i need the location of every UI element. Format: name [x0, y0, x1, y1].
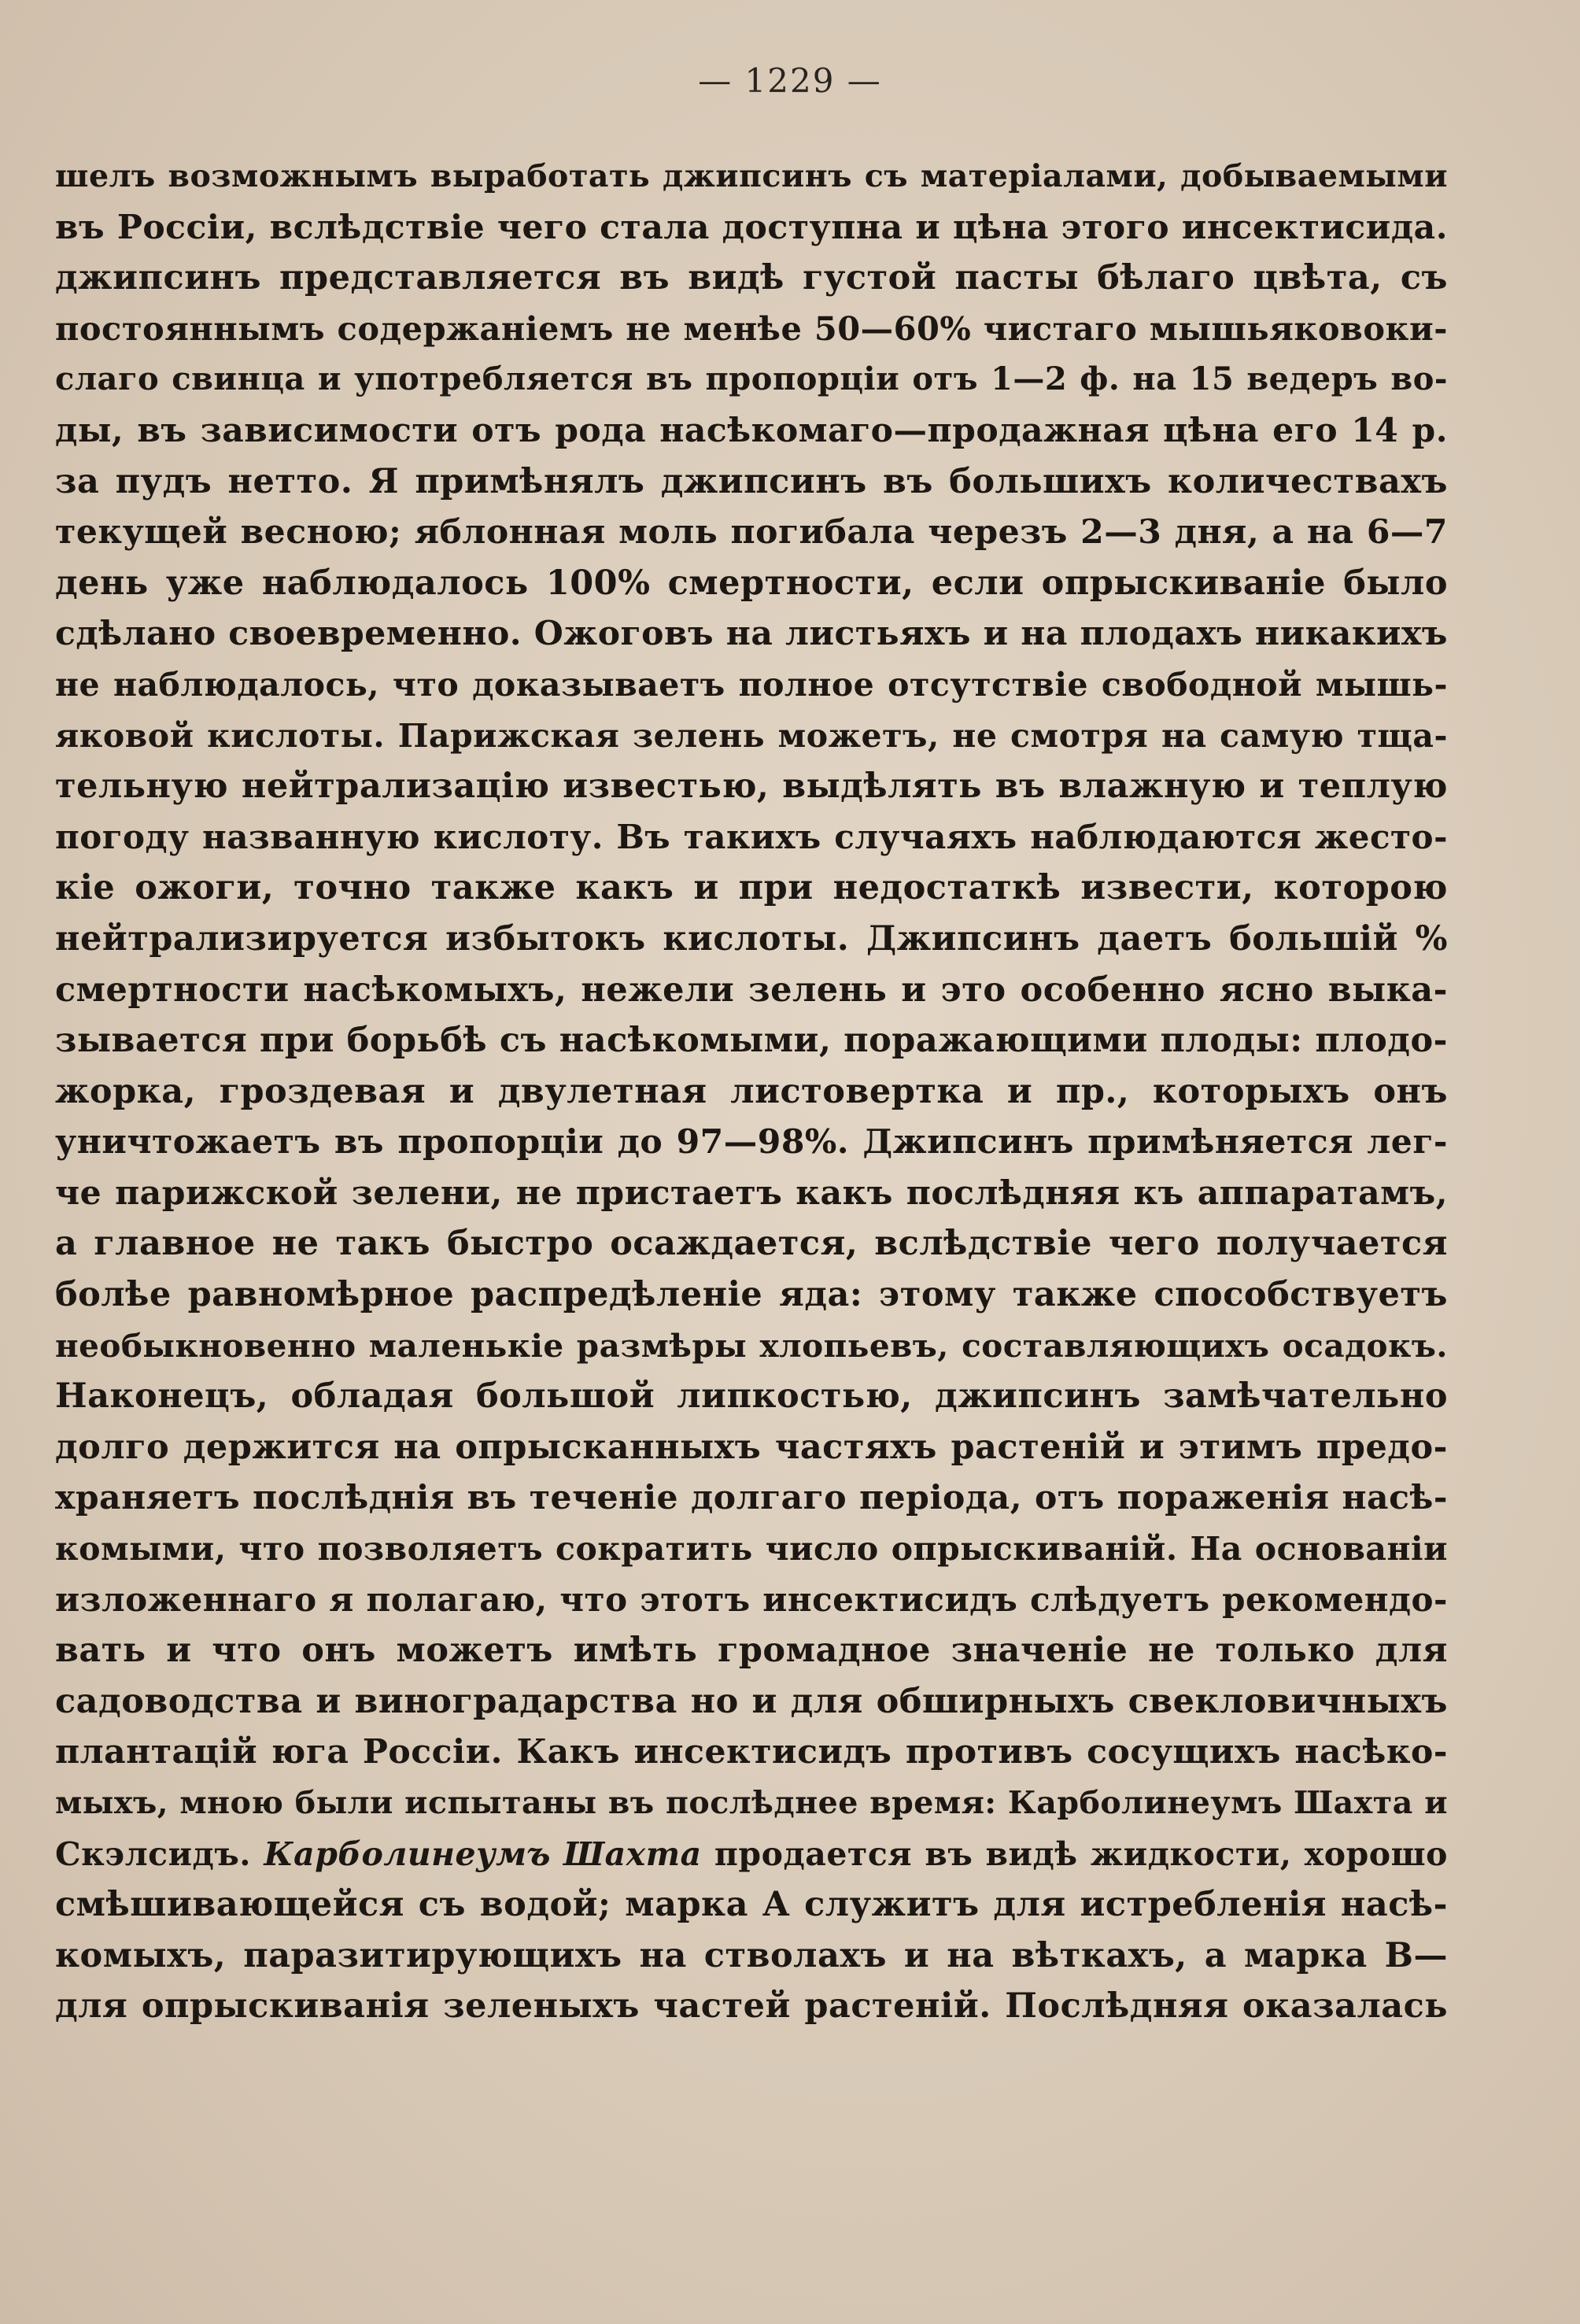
text-line: день уже наблюдалось 100% смертности, если опрыскиваніе было — [55, 563, 1448, 603]
text-line: болѣе равномѣрное распредѣленіе яда: этому также способствуетъ — [55, 1275, 1448, 1315]
text-line: а главное не такъ быстро осаждается, вслѣдствіе чего получается — [55, 1224, 1448, 1264]
text-segment: Скэлсидъ. — [55, 1834, 252, 1873]
text-line: не наблюдалось, что доказываетъ полное отсутствіе свободной мышь- — [55, 665, 1448, 704]
text-line: зывается при борьбѣ съ насѣкомыми, поражающими плоды: плодо- — [55, 1021, 1448, 1061]
text-line: плантацій юга Россіи. Какъ инсектисидъ противъ сосущихъ насѣко- — [55, 1732, 1448, 1772]
text-line: необыкновенно маленькіе размѣры хлопьевъ, составляющихъ осадокъ. — [55, 1326, 1448, 1365]
text-line: вать и что онъ можетъ имѣть громадное значеніе не только для — [55, 1631, 1448, 1671]
text-line: комыми, что позволяетъ сократить число опрыскиваній. На основаніи — [55, 1530, 1448, 1568]
text-line: комыхъ, паразитирующихъ на стволахъ и на вѣткахъ, а марка В— — [55, 1935, 1448, 1975]
text-line: сдѣлано своевременно. Ожоговъ на листьяхъ и на плодахъ никакихъ — [55, 614, 1448, 654]
text-line: джипсинъ представляется въ видѣ густой пасты бѣлаго цвѣта, съ — [55, 258, 1448, 298]
text-line: нейтрализируется избытокъ кислоты. Джипсинъ даетъ большій % — [55, 918, 1448, 959]
text-line: Наконецъ, обладая большой липкостью, джипсинъ замѣчательно — [55, 1376, 1448, 1417]
text-line: садоводства и виноградарства но и для обширныхъ свекловичныхъ — [55, 1681, 1448, 1721]
text-line: мыхъ, мною были испытаны въ послѣднее время: Карболинеумъ Шахта и — [55, 1785, 1448, 1821]
text-line: уничтожаетъ въ пропорціи до 97—98%. Джипсинъ примѣняется лег- — [55, 1122, 1448, 1162]
text-line: яковой кислоты. Парижская зелень можетъ, не смотря на самую тща- — [55, 716, 1448, 755]
text-line: че парижской зелени, не пристаетъ какъ послѣдняя къ аппаратамъ, — [55, 1173, 1448, 1213]
text-line: ды, въ зависимости отъ рода насѣкомаго—продажная цѣна его 14 р. — [55, 410, 1448, 450]
page-number: — 1229 — — [698, 61, 882, 100]
text-line: погоду названную кислоту. Въ такихъ случаяхъ наблюдаются жесто- — [55, 817, 1448, 856]
text-line: въ Россіи, вслѣдствіе чего стала доступна и цѣна этого инсектисида. — [55, 207, 1448, 247]
text-line: смертности насѣкомыхъ, нежели зелень и это особенно ясно выка- — [55, 970, 1448, 1010]
text-line: изложеннаго я полагаю, что этотъ инсектисидъ слѣдуетъ рекомендо- — [55, 1580, 1448, 1619]
text-line: жорка, гроздевая и двулетная листовертка и пр., которыхъ онъ — [55, 1071, 1448, 1111]
text-line: шелъ возможнымъ выработать джипсинъ съ матеріалами, добываемыми — [55, 158, 1448, 194]
text-line: храняетъ послѣднія въ теченіе долгаго періода, отъ пораженія насѣ- — [55, 1478, 1448, 1518]
text-line-with-italic — [55, 1829, 1448, 1880]
text-line: кіе ожоги, точно также какъ и при недостаткѣ извести, которою — [55, 868, 1448, 908]
text-segment: продается въ видѣ жидкости, хорошо — [714, 1834, 1448, 1873]
text-line: постояннымъ содержаніемъ не менѣе 50—60% чистаго мышьяковоки- — [55, 309, 1448, 348]
text-line: для опрыскиванія зеленыхъ частей растеній. Послѣдняя оказалась — [55, 1986, 1448, 2027]
text-line: за пудъ нетто. Я примѣнялъ джипсинъ въ большихъ количествахъ — [55, 461, 1448, 501]
text-line: текущей весною; яблонная моль погибала черезъ 2—3 дня, а на 6—7 — [55, 512, 1448, 552]
text-line: долго держится на опрысканныхъ частяхъ растеній и этимъ предо- — [55, 1427, 1448, 1467]
italic-term: Карболинеумъ Шахта — [264, 1834, 702, 1873]
text-line: тельную нейтрализацію известью, выдѣлять въ влажную и теплую — [55, 767, 1448, 807]
text-line: смѣшивающейся съ водой; марка А служитъ для истребленія насѣ- — [55, 1885, 1448, 1925]
text-line: слаго свинца и употребляется въ пропорціи отъ 1—2 ф. на 15 ведеръ во- — [55, 360, 1448, 398]
body-text — [55, 151, 1448, 2032]
